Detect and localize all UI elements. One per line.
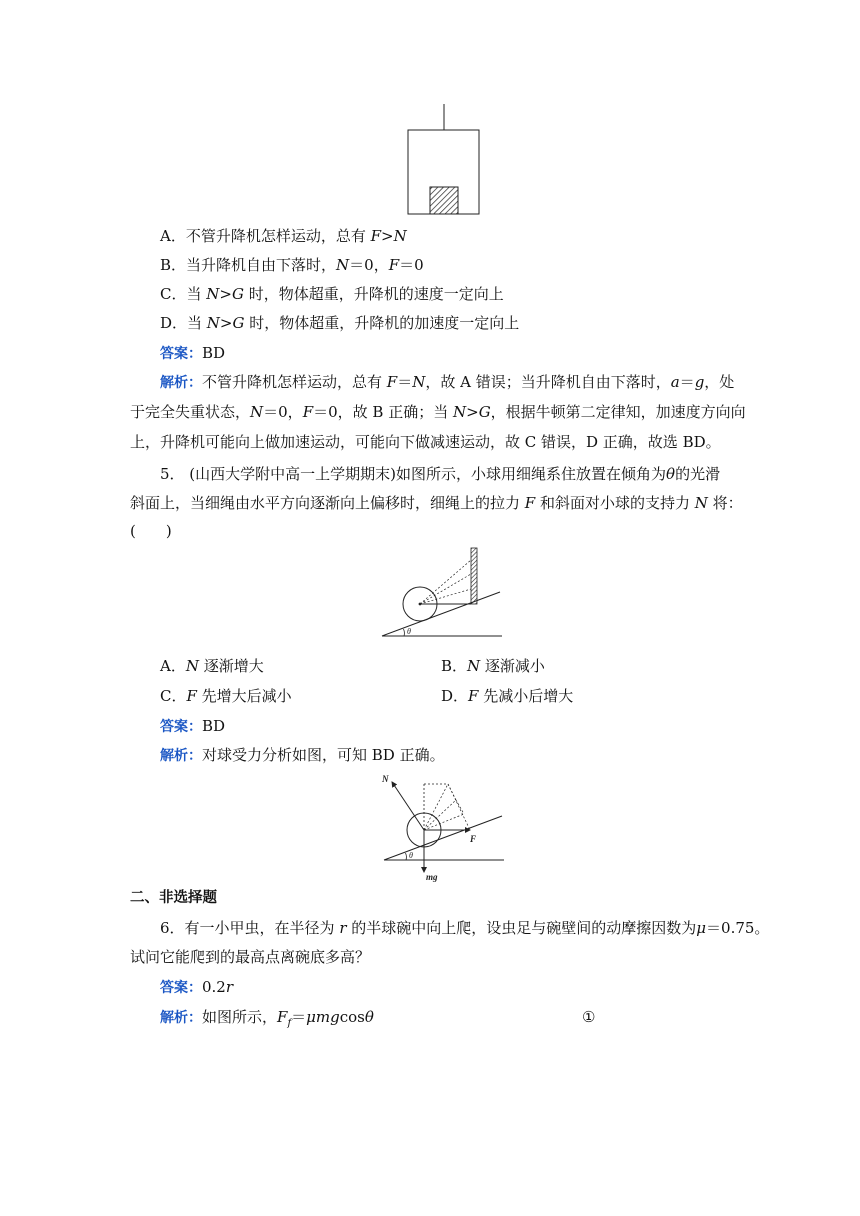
q4-analysis-line-2: 于完全失重状态，N＝0，F＝0，故 B 正确；当 N>G，根据牛顿第二定律知，加速度方向向 [130, 403, 746, 421]
block [430, 187, 458, 214]
analysis-label: 解析： [160, 375, 202, 391]
theta-label: θ [407, 627, 411, 636]
answer-label: 答案： [160, 980, 202, 996]
section-heading: 二、非选择题 [130, 890, 217, 906]
q6-answer: 答案：0.2r [160, 978, 234, 996]
q4-analysis-line-1: 解析：不管升降机怎样运动，总有 F＝N，故 A 错误；当升降机自由下落时，a＝g，处 [160, 373, 735, 391]
answer-label: 答案： [160, 719, 202, 735]
q4-option-a: A．不管升降机怎样运动，总有 F>N [160, 227, 407, 245]
mg-label: mg [426, 872, 438, 882]
q5-option-d: D．F 先减小后增大 [441, 687, 574, 705]
answer-value: BD [202, 717, 226, 735]
q4-option-b: B．当升降机自由下落时，N＝0，F＝0 [160, 256, 424, 274]
q6-stem-line-2: 试问它能爬到的最高点离碗底多高？ [130, 948, 371, 966]
q6-analysis: 解析：如图所示，$F_f=\mu mgcos\theta$ [160, 1008, 374, 1029]
answer-value: BD [202, 344, 226, 362]
answer-label: 答案： [160, 346, 202, 362]
q5-option-c: C．F 先增大后减小 [160, 687, 292, 705]
f-label: F [470, 834, 477, 844]
q5-stem-line-3: ( ) [130, 522, 172, 540]
equation-number: ① [582, 1008, 596, 1026]
theta-label: θ [409, 851, 413, 860]
q4-option-d: D．当 N>G 时，物体超重，升降机的加速度一定向上 [160, 314, 520, 332]
q4-option-c: C．当 N>G 时，物体超重，升降机的速度一定向上 [160, 285, 504, 303]
q5-option-b: B．N 逐渐减小 [441, 657, 545, 675]
force-analysis-figure [378, 772, 508, 882]
q5-analysis [160, 744, 445, 767]
q4-analysis-line-3: 上，升降机可能向上做加速运动，可能向下做减速运动，故 C 错误，D 正确，故选 BD。 [130, 433, 721, 451]
q5-option-a: A．N 逐渐增大 [160, 657, 264, 675]
elevator-figure [400, 100, 490, 218]
n-label: N [382, 774, 389, 784]
analysis-label: 解析： [160, 748, 202, 764]
analysis-text: 对球受力分析如图，可知 BD 正确。 [202, 746, 445, 764]
q5-stem-line-1: 5． (山西大学附中高一上学期期末)如图所示，小球用细绳系住放置在倾角为θ的光滑 [160, 465, 721, 483]
q6-stem-line-1: 6．有一小甲虫，在半径为 r 的半球碗中向上爬，设虫足与碗壁间的动摩擦因数为μ＝0.75。 [160, 919, 770, 937]
incline-ball-figure [378, 544, 504, 640]
analysis-label: 解析： [160, 1010, 202, 1026]
q5-answer [160, 715, 225, 738]
q5-stem-line-2: 斜面上，当细绳由水平方向逐渐向上偏移时，细绳上的拉力 F 和斜面对小球的支持力 N 将： [130, 494, 743, 512]
q4-answer [160, 342, 225, 365]
